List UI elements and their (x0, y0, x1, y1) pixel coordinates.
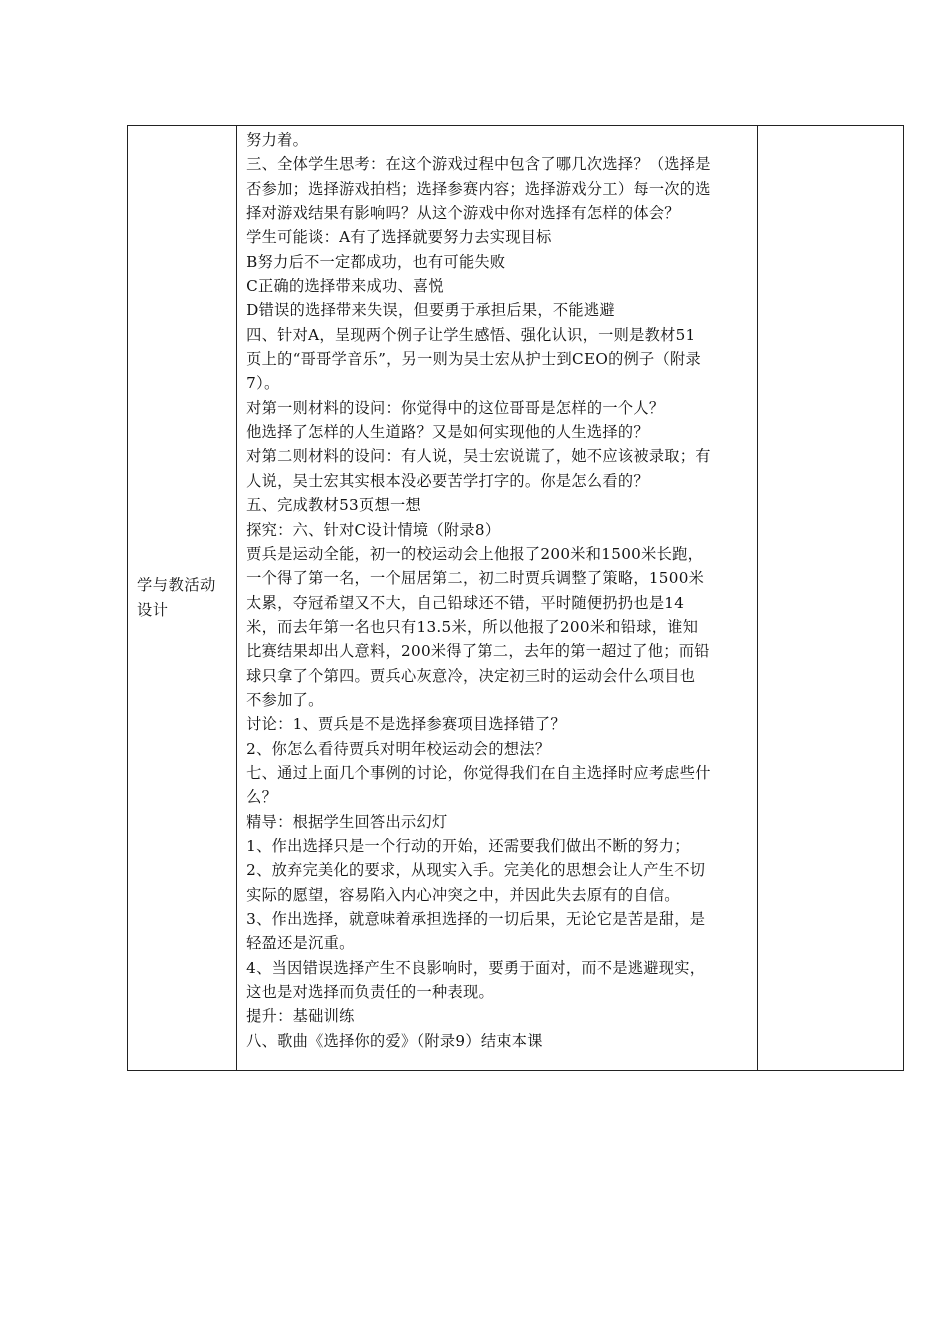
content-line: 四、针对A，呈现两个例子让学生感悟、强化认识，一则是教材51 (246, 325, 696, 344)
content-line: 择对游戏结果有影响吗？从这个游戏中你对选择有怎样的体会？ (246, 204, 680, 223)
content-line: 一个得了第一名，一个屈居第二，初二时贾兵调整了策略，1500米 (246, 569, 705, 588)
activity-design-row (128, 126, 904, 1071)
content-line: 不参加了。 (246, 690, 324, 709)
content-line: 3、作出选择，就意味着承担选择的一切后果，无论它是苦是甜，是 (246, 910, 706, 928)
content-line: 比赛结果却出人意料，200米得了第二，去年的第一超过了他；而铅 (246, 642, 710, 661)
content-line: 2、你怎么看待贾兵对明年校运动会的想法？ (246, 739, 551, 758)
content-line: 对第二则材料的设问：有人说，吴士宏说谎了，她不应该被录取；有 (246, 447, 711, 466)
content-cell (237, 126, 758, 1071)
content-line: 实际的愿望，容易陷入内心冲突之中，并因此失去原有的自信。 (246, 885, 680, 904)
content-line: 7）。 (246, 374, 280, 393)
content-line: 轻盈还是沉重。 (246, 934, 355, 953)
row-label: 学与教活动设计 (137, 576, 216, 619)
content-line: 学生可能谈：A有了选择就要努力去实现目标 (246, 228, 552, 247)
content-line: 八、歌曲《选择你的爱》（附录9）结束本课 (246, 1031, 543, 1050)
content-line: 这也是对选择而负责任的一种表现。 (246, 983, 494, 1002)
content-line: 米，而去年第一名也只有13.5米，所以他报了200米和铅球，谁知 (246, 617, 699, 636)
content-line: 贾兵是运动全能，初一的校运动会上他报了200米和1500米长跑， (246, 544, 704, 563)
content-line: B努力后不一定都成功，也有可能失败 (246, 252, 506, 271)
content-line: 三、全体学生思考：在这个游戏过程中包含了哪几次选择？（选择是 (246, 155, 711, 174)
content-line: 五、完成教材53页想一想 (246, 496, 421, 515)
content-line: D错误的选择带来失误，但要勇于承担后果，不能逃避 (246, 301, 615, 320)
content-line: 4、当因错误选择产生不良影响时，要勇于面对，而不是逃避现实， (246, 958, 706, 977)
content-line: 探究：六、针对C设计情境（附录8） (246, 520, 501, 539)
content-line: 七、通过上面几个事例的讨论，你觉得我们在自主选择时应考虑些什 (246, 763, 711, 782)
content-line: 对第一则材料的设问：你觉得中的这位哥哥是怎样的一个人？ (246, 398, 665, 417)
content-line: 讨论：1、贾兵是不是选择参赛项目选择错了？ (246, 715, 566, 734)
content-line: 么？ (246, 788, 278, 807)
content-line: 精导：根据学生回答出示幻灯 (246, 812, 448, 831)
lesson-plan-table (127, 125, 904, 1071)
content-line: 1、作出选择只是一个行动的开始，还需要我们做出不断的努力； (246, 836, 690, 855)
content-line: 页上的“哥哥学音乐”，另一则为吴士宏从护士到CEO的例子（附录 (246, 350, 702, 369)
content-line: 2、放弃完美化的要求，从现实入手。完美化的思想会让人产生不切 (246, 861, 706, 880)
content-line: 太累，夺冠希望又不大，自己铅球还不错，平时随便扔扔也是14 (246, 593, 685, 612)
notes-cell (757, 126, 903, 1071)
content-line: 球只拿了个第四。贾兵心灰意冷，决定初三时的运动会什么项目也 (246, 666, 696, 685)
content-line: 否参加；选择游戏拍档；选择参赛内容；选择游戏分工）每一次的选 (246, 179, 711, 198)
content-line: 人说，吴士宏其实根本没必要苦学打字的。你是怎么看的？ (246, 471, 649, 490)
row-label-cell (128, 126, 237, 1071)
content-line: 他选择了怎样的人生道路？又是如何实现他的人生选择的？ (246, 423, 649, 442)
content-line: 努力着。 (246, 131, 309, 149)
content-line: C正确的选择带来成功、喜悦 (246, 277, 444, 296)
content-line: 提升：基础训练 (246, 1007, 355, 1026)
content-text (237, 126, 757, 1053)
